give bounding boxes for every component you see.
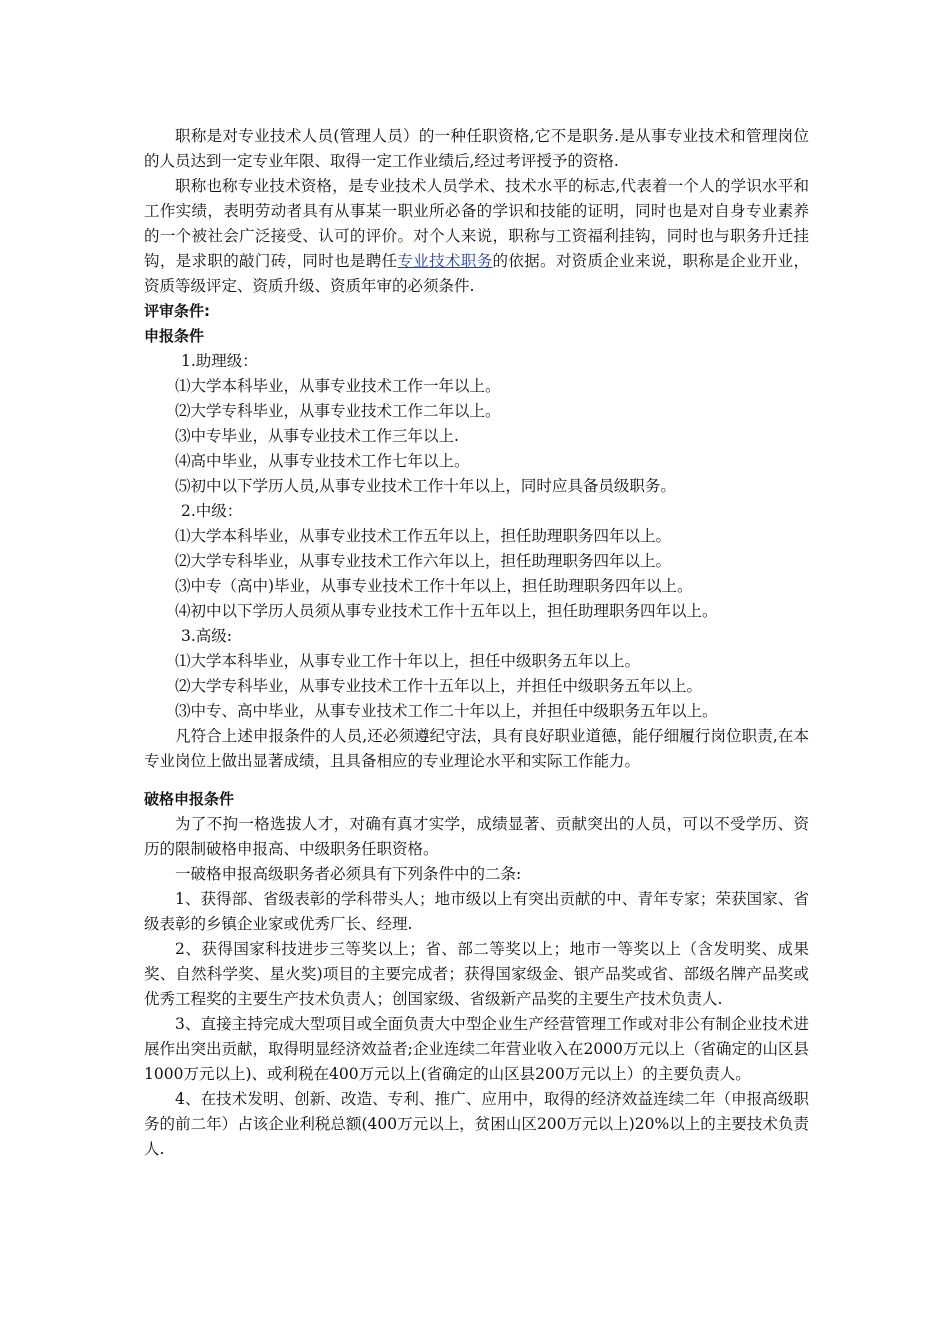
level-assistant: 1.助理级： xyxy=(181,352,258,370)
heading-review-conditions: 评审条件: xyxy=(144,302,210,320)
assistant-item: ⑴大学本科毕业，从事专业技术工作一年以上。 xyxy=(175,377,501,395)
heading-exceptional-conditions: 破格申报条件 xyxy=(144,790,235,808)
assistant-item: ⑶中专毕业，从事专业技术工作三年以上. xyxy=(175,427,459,445)
intro-p2-text-before: 职称也称专业技术资格，是专业技术人员学术、技术水平的标志,代表着一个人的学识水平和工作实绩，表明劳动者具有从事某一职业所必备的学识和技能的证明，同时也是对自身专业素养的一个被社会广泛接受、认可的评价。对个人来说，职称与工资福利挂钩，同时也与职务升迁挂钩，是求职的敲门砖，同时也是聘任 xyxy=(144,177,809,270)
exceptional-intro: 为了不拘一格选拔人才，对确有真才实学，成绩显著、贡献突出的人员，可以不受学历、资历的限制破格申报高、中级职务任职资格。 xyxy=(144,815,809,858)
exceptional-item: 2、获得国家科技进步三等奖以上；省、部二等奖以上；地市一等奖以上（含发明奖、成果奖、自然科学奖、星火奖)项目的主要完成者；获得国家级金、银产品奖或省、部级名牌产品奖或优秀工程奖的主要生产技术负责人；创国家级、省级新产品奖的主要生产技术负责人. xyxy=(144,940,809,1008)
assistant-item: ⑸初中以下学历人员,从事专业技术工作十年以上，同时应具备员级职务。 xyxy=(175,477,676,495)
exceptional-item: 4、在技术发明、创新、改造、专利、推广、应用中，取得的经济效益连续二年（申报高级职务的前二年）占该企业利税总额(400万元以上，贫困山区200万元以上)20%以上的主要技术负责人. xyxy=(144,1090,809,1158)
apply-closing-paragraph: 凡符合上述申报条件的人员,还必须遵纪守法，具有良好职业道德，能仔细履行岗位职责,在本专业岗位上做出显著成绩，且具备相应的专业理论水平和实际工作能力。 xyxy=(144,727,809,770)
middle-item: ⑵大学专科毕业，从事专业技术工作六年以上，担任助理职务四年以上。 xyxy=(175,552,672,570)
middle-item: ⑴大学本科毕业，从事专业技术工作五年以上，担任助理职务四年以上。 xyxy=(175,527,672,545)
senior-item: ⑵大学专科毕业，从事专业技术工作十五年以上，并担任中级职务五年以上。 xyxy=(175,677,703,695)
document-page xyxy=(144,124,809,1162)
assistant-item: ⑵大学专科毕业，从事专业技术工作二年以上。 xyxy=(175,402,501,420)
intro-paragraph-1: 职称是对专业技术人员(管理人员）的一种任职资格,它不是职务.是从事专业技术和管理岗位的人员达到一定专业年限、取得一定工作业绩后,经过考评授予的资格. xyxy=(144,127,809,170)
assistant-item: ⑷高中毕业，从事专业技术工作七年以上。 xyxy=(175,452,470,470)
intro-p2-text-after: 的依据。对资质企业来说，职称是企业开业，资质等级评定、资质升级、资质年审的必须条件. xyxy=(144,252,809,295)
exceptional-senior-intro: 一破格申报高级职务者必须具有下列条件中的二条: xyxy=(175,865,522,883)
level-middle: 2.中级： xyxy=(181,502,243,520)
senior-item: ⑴大学本科毕业，从事专业工作十年以上，担任中级职务五年以上。 xyxy=(175,652,641,670)
exceptional-item: 3、直接主持完成大型项目或全面负责大中型企业生产经营管理工作或对非公有制企业技术进展作出突出贡献，取得明显经济效益者;企业连续二年营业收入在2000万元以上（省确定的山区县1000万元以上)、或利税在400万元以上(省确定的山区县200万元以上）的主要负责人。 xyxy=(144,1015,809,1083)
heading-apply-conditions: 申报条件 xyxy=(144,327,205,345)
senior-item: ⑶中专、高中毕业，从事专业技术工作二十年以上，并担任中级职务五年以上。 xyxy=(175,702,718,720)
intro-paragraph-2 xyxy=(144,174,809,299)
level-senior: 3.高级: xyxy=(181,627,233,645)
middle-item: ⑶中专（高中)毕业，从事专业技术工作十年以上，担任助理职务四年以上。 xyxy=(175,577,693,595)
exceptional-item: 1、获得部、省级表彰的学科带头人；地市级以上有突出贡献的中、青年专家；荣获国家、省级表彰的乡镇企业家或优秀厂长、经理. xyxy=(144,890,809,933)
middle-item: ⑷初中以下学历人员须从事专业技术工作十五年以上，担任助理职务四年以上。 xyxy=(175,602,718,620)
professional-post-link[interactable]: 专业技术职务 xyxy=(397,252,493,270)
